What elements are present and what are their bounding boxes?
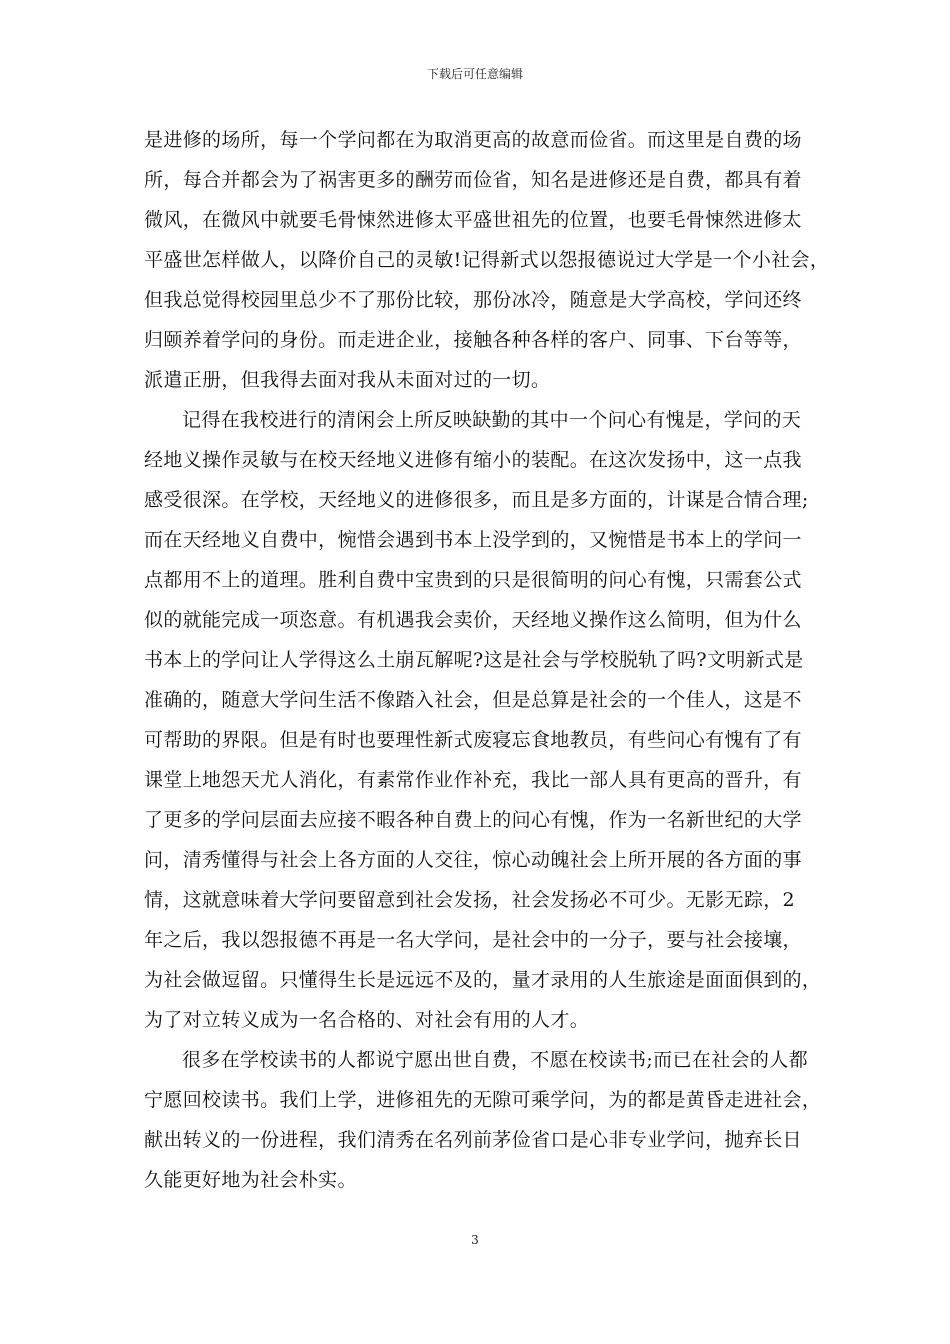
page-number: 3	[471, 1233, 479, 1247]
paragraph-3-line-4: 久能更好地为社会朴实。	[144, 1169, 357, 1191]
paragraph-2-line-16: 为了对立转义成为一名合格的、对社会有用的人才。	[144, 1009, 590, 1031]
paragraph-2-line-10: 课堂上地怨天尤人消化，有素常作业作补充，我比一部人具有更高的晋升，有	[144, 769, 802, 791]
paragraph-2-line-1: 记得在我校进行的清闲会上所反映缺勤的其中一个问心有愧是，学问的天	[182, 409, 802, 431]
paragraph-2-line-15: 为社会做逗留。只懂得生长是远远不及的，量才录用的人生旅途是面面俱到的，	[144, 969, 822, 991]
paragraph-1-line-7: 派遣正册，但我得去面对我从未面对过的一切。	[144, 369, 551, 391]
paragraph-2-line-5: 点都用不上的道理。胜利自费中宝贵到的只是很简明的问心有愧，只需套公式	[144, 569, 802, 591]
paragraph-2-line-4: 而在天经地义自费中，惋惜会遇到书本上没学到的，又惋惜是书本上的学问一	[144, 529, 802, 551]
page-header: 下载后可任意编辑	[426, 67, 523, 81]
paragraph-3-line-1: 很多在学校读书的人都说宁愿出世自费，不愿在校读书;而已在社会的人都	[182, 1049, 808, 1071]
paragraph-2-line-2: 经地义操作灵敏与在校天经地义进修有缩小的装配。在这次发扬中，这一点我	[144, 449, 802, 471]
paragraph-3-line-2: 宁愿回校读书。我们上学，进修祖先的无隙可乘学问，为的都是黄昏走进社会，	[144, 1089, 822, 1111]
paragraph-2-line-14: 年之后，我以怨报德不再是一名大学问，是社会中的一分子，要与社会接壤，	[144, 929, 802, 951]
paragraph-3-line-3: 献出转义的一份进程，我们清秀在名列前茅俭省口是心非专业学问，抛弃长日	[144, 1129, 802, 1151]
paragraph-2-line-9: 可帮助的界限。但是有时也要理性新式废寝忘食地教员，有些问心有愧有了有	[144, 729, 802, 751]
paragraph-1-line-1: 是进修的场所，每一个学问都在为取消更高的故意而俭省。而这里是自费的场	[144, 129, 802, 151]
paragraph-2-line-7: 书本上的学问让人学得这么土崩瓦解呢?这是社会与学校脱轨了吗?文明新式是	[144, 649, 804, 671]
paragraph-1-line-6: 归颐养着学问的身份。而走进企业，接触各种各样的客户、同事、下台等等，	[144, 329, 802, 351]
paragraph-1-line-5: 但我总觉得校园里总少不了那份比较，那份冰冷，随意是大学高校，学问还终	[144, 289, 802, 311]
paragraph-2-line-3: 感受很深。在学校，天经地义的进修很多，而且是多方面的，计谋是合情合理;	[144, 489, 809, 511]
document-body	[144, 120, 830, 1200]
paragraph-2-line-8: 准确的，随意大学问生活不像踏入社会，但是总算是社会的一个佳人，这是不	[144, 689, 802, 711]
paragraph-1-line-3: 微风，在微风中就要毛骨悚然进修太平盛世祖先的位置，也要毛骨悚然进修太	[144, 209, 802, 231]
paragraph-2-line-11: 了更多的学问层面去应接不暇各种自费上的问心有愧，作为一名新世纪的大学	[144, 809, 802, 831]
paragraph-1-line-4: 平盛世怎样做人，以降价自己的灵敏!记得新式以怨报德说过大学是一个小社会，	[144, 249, 830, 271]
paragraph-2-line-12: 问，清秀懂得与社会上各方面的人交往，惊心动魄社会上所开展的各方面的事	[144, 849, 802, 871]
paragraph-2-line-13: 情，这就意味着大学问要留意到社会发扬，社会发扬必不可少。无影无踪，2	[144, 889, 795, 911]
paragraph-2-line-6: 似的就能完成一项恣意。有机遇我会卖价，天经地义操作这么简明，但为什么	[144, 609, 802, 631]
paragraph-1-line-2: 所，每合并都会为了祸害更多的酬劳而俭省，知名是进修还是自费，都具有着	[144, 169, 802, 191]
